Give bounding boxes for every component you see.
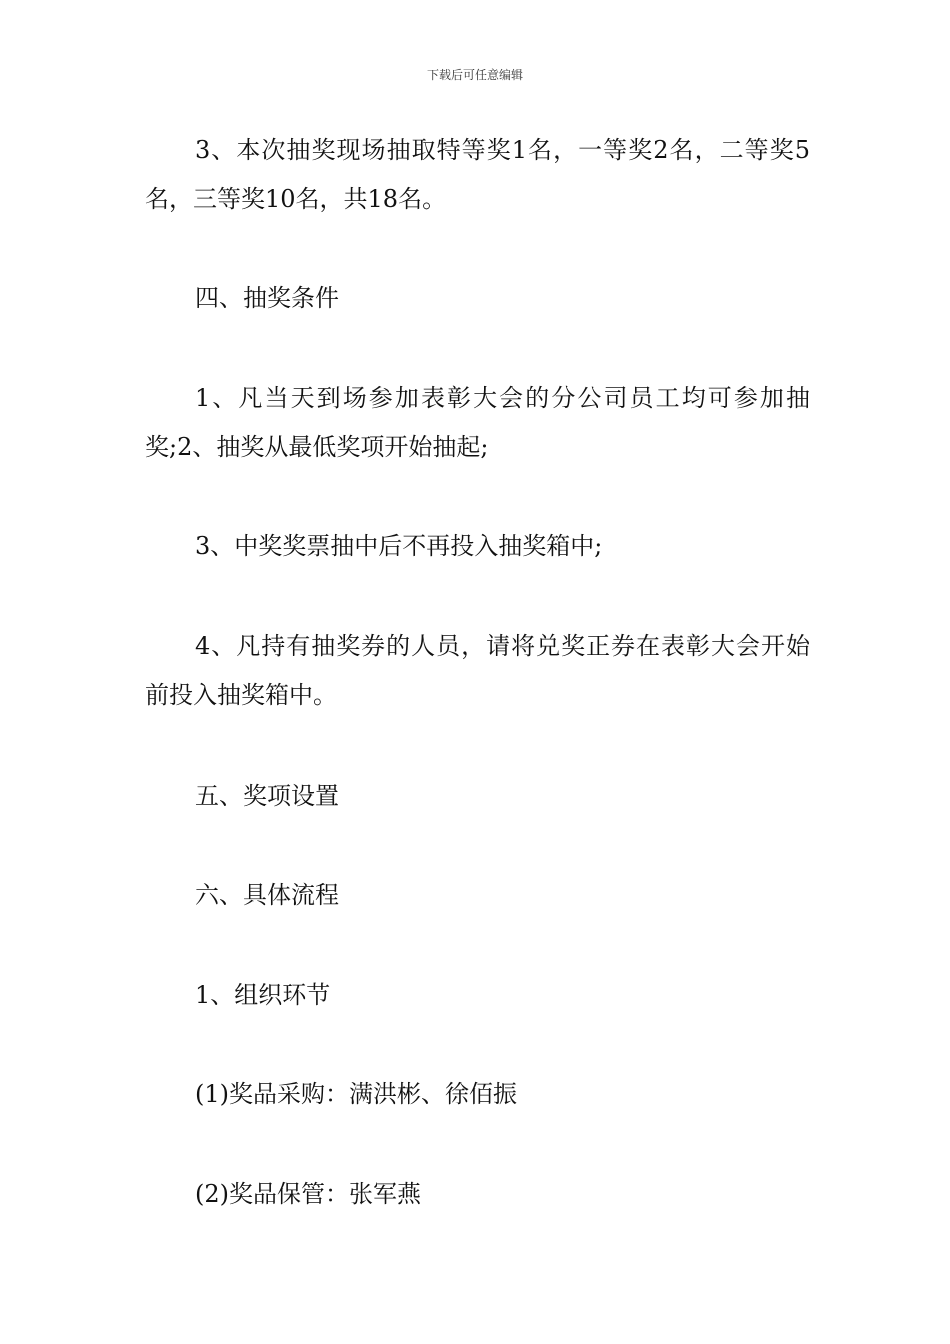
paragraph-condition-3: 3、中奖奖票抽中后不再投入抽奖箱中; — [195, 532, 603, 560]
section-heading-conditions: 四、抽奖条件 — [195, 284, 339, 312]
subheading-organization: 1、组织环节 — [195, 981, 331, 1009]
paragraph-prize-count: 3、本次抽奖现场抽取特等奖1名，一等奖2名，二等奖5名，三等奖10名，共18名。 — [145, 136, 810, 213]
list-item-purchasing: (1)奖品采购：满洪彬、徐佰振 — [195, 1080, 517, 1108]
section-heading-process: 六、具体流程 — [195, 881, 339, 909]
section-heading-prizes: 五、奖项设置 — [195, 782, 339, 810]
paragraph-condition-4: 4、凡持有抽奖券的人员，请将兑奖正券在表彰大会开始前投入抽奖箱中。 — [145, 632, 810, 709]
header-note: 下载后可任意编辑 — [426, 68, 523, 82]
list-item-custody: (2)奖品保管：张军燕 — [195, 1180, 421, 1208]
paragraph-condition-1-2: 1、凡当天到场参加表彰大会的分公司员工均可参加抽奖;2、抽奖从最低奖项开始抽起; — [145, 384, 810, 461]
